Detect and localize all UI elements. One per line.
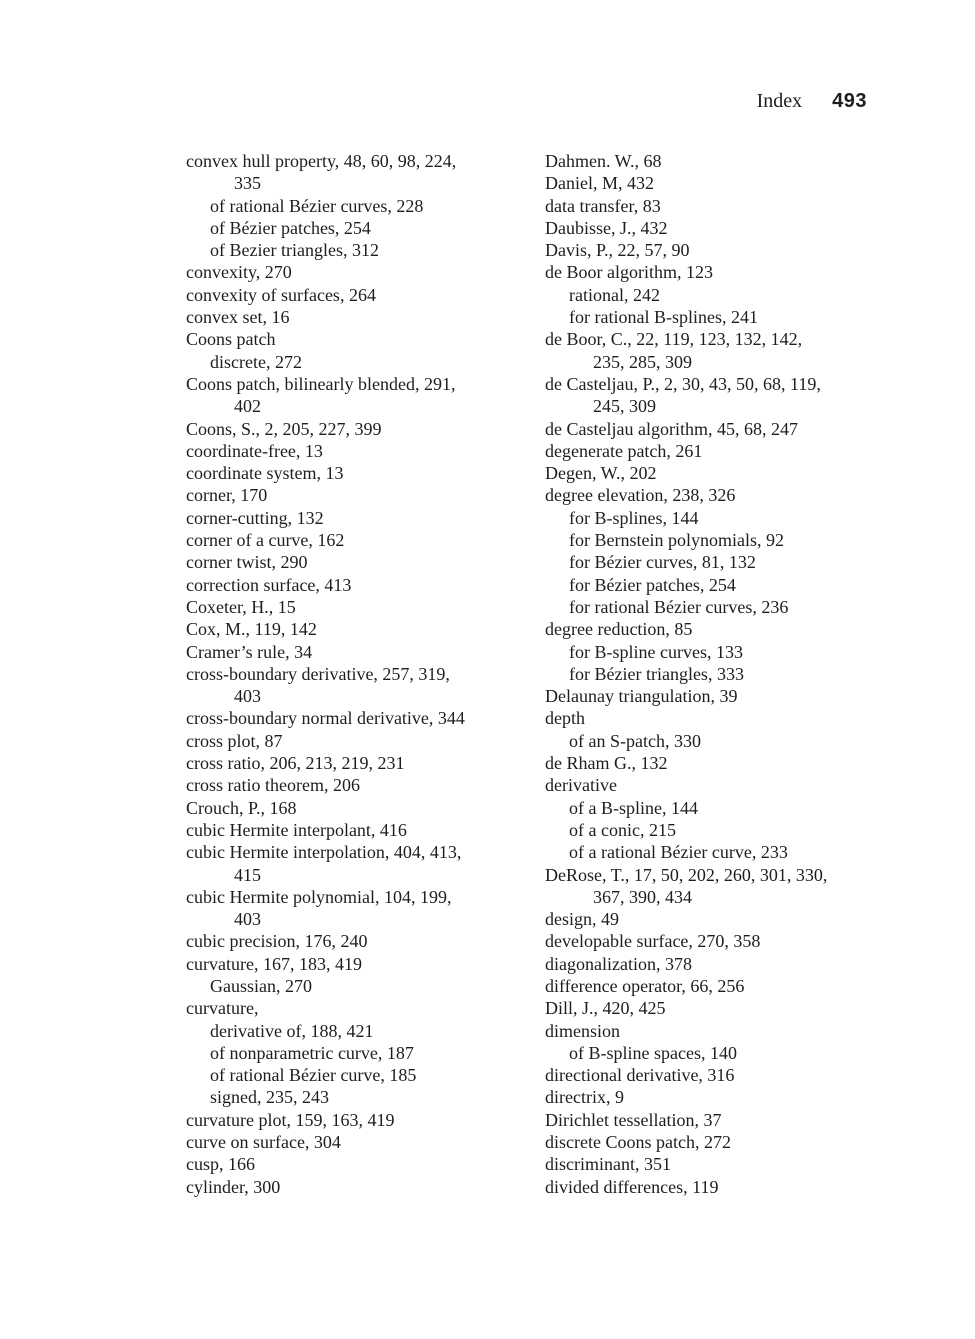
index-entry: curvature plot, 159, 163, 419	[186, 1109, 395, 1130]
index-entry: divided differences, 119	[545, 1176, 719, 1197]
index-entry: dimension	[545, 1020, 620, 1041]
index-subentry: of rational Bézier curve, 185	[210, 1065, 417, 1086]
index-entry: cross ratio, 206, 213, 219, 231	[186, 753, 405, 774]
index-entry: curvature,	[186, 998, 259, 1019]
index-entry: de Boor, C., 22, 119, 123, 132, 142,	[545, 329, 803, 350]
header-label: Index	[756, 90, 803, 112]
index-entry: Delaunay triangulation, 39	[545, 686, 738, 707]
index-entry: coordinate-free, 13	[186, 440, 323, 461]
index-entry: cylinder, 300	[186, 1176, 281, 1197]
index-entry: convexity of surfaces, 264	[186, 284, 376, 305]
index-entry: depth	[545, 708, 585, 729]
index-entry: cubic precision, 176, 240	[186, 931, 368, 952]
index-entry: DeRose, T., 17, 50, 202, 260, 301, 330,	[545, 864, 828, 885]
index-entry: corner-cutting, 132	[186, 507, 324, 528]
index-entry: diagonalization, 378	[545, 953, 692, 974]
index-subentry: for rational Bézier curves, 236	[569, 596, 789, 617]
index-entry: cross-boundary normal derivative, 344	[186, 708, 465, 729]
index-entry: coordinate system, 13	[186, 463, 344, 484]
index-subentry: for rational B-splines, 241	[569, 307, 758, 328]
index-entry: convexity, 270	[186, 262, 292, 283]
index-subentry: rational, 242	[569, 284, 660, 305]
index-subentry: signed, 235, 243	[210, 1087, 329, 1108]
index-entry: Dirichlet tessellation, 37	[545, 1109, 722, 1130]
index-subentry: derivative of, 188, 421	[210, 1020, 374, 1041]
index-entry: cubic Hermite polynomial, 104, 199,	[186, 886, 452, 907]
index-entry: cubic Hermite interpolation, 404, 413,	[186, 842, 462, 863]
index-subentry: for Bézier patches, 254	[569, 574, 736, 595]
index-entry: corner, 170	[186, 485, 268, 506]
index-subentry: of rational Bézier curves, 228	[210, 195, 424, 216]
index-entry: Daniel, M, 432	[545, 173, 654, 194]
index-subentry: of B-spline spaces, 140	[569, 1042, 737, 1063]
index-entry: Coons patch	[186, 329, 276, 350]
index-continuation: 415	[234, 864, 261, 885]
index-subentry: of nonparametric curve, 187	[210, 1042, 414, 1063]
index-entry: de Casteljau algorithm, 45, 68, 247	[545, 418, 798, 439]
index-entry: Davis, P., 22, 57, 90	[545, 240, 690, 261]
index-entry: convex set, 16	[186, 307, 290, 328]
index-entry: discrete Coons patch, 272	[545, 1132, 731, 1153]
index-subentry: for Bézier curves, 81, 132	[569, 552, 756, 573]
index-entry: corner twist, 290	[186, 552, 308, 573]
index-entry: derivative	[545, 775, 617, 796]
index-entry: de Rham G., 132	[545, 753, 668, 774]
index-continuation: 335	[234, 173, 261, 194]
index-entry: difference operator, 66, 256	[545, 975, 745, 996]
index-entry: degree reduction, 85	[545, 619, 693, 640]
index-subentry: of a rational Bézier curve, 233	[569, 842, 788, 863]
index-entry: directrix, 9	[545, 1087, 624, 1108]
index-subentry: of a conic, 215	[569, 819, 676, 840]
index-entry: Coxeter, H., 15	[186, 596, 296, 617]
index-entry: corner of a curve, 162	[186, 530, 345, 551]
page-number: 493	[832, 90, 867, 112]
index-continuation: 235, 285, 309	[593, 351, 692, 372]
index-continuation: 403	[234, 686, 261, 707]
index-subentry: for B-splines, 144	[569, 507, 699, 528]
index-continuation: 402	[234, 396, 261, 417]
index-entry: directional derivative, 316	[545, 1065, 735, 1086]
index-subentry: for Bernstein polynomials, 92	[569, 530, 784, 551]
index-entry: data transfer, 83	[545, 195, 661, 216]
index-entry: Dahmen. W., 68	[545, 151, 662, 171]
index-entry: Daubisse, J., 432	[545, 217, 668, 238]
index-entry: developable surface, 270, 358	[545, 931, 761, 952]
index-entry: Degen, W., 202	[545, 463, 657, 484]
index-subentry: of an S-patch, 330	[569, 730, 701, 751]
index-subentry: Gaussian, 270	[210, 975, 312, 996]
index-entry: Coons patch, bilinearly blended, 291,	[186, 373, 456, 394]
index-continuation: 367, 390, 434	[593, 886, 692, 907]
index-entry: discriminant, 351	[545, 1154, 671, 1175]
index-entry: de Boor algorithm, 123	[545, 262, 713, 283]
index-subentry: discrete, 272	[210, 351, 302, 372]
index-continuation: 403	[234, 909, 261, 930]
index-entry: convex hull property, 48, 60, 98, 224,	[186, 151, 457, 171]
index-entry: cubic Hermite interpolant, 416	[186, 819, 407, 840]
index-entry: Coons, S., 2, 205, 227, 399	[186, 418, 382, 439]
index-entry: Cox, M., 119, 142	[186, 619, 317, 640]
index-entry: curvature, 167, 183, 419	[186, 953, 362, 974]
index-entry: Dill, J., 420, 425	[545, 998, 666, 1019]
running-header	[757, 90, 867, 113]
index-entry: design, 49	[545, 909, 619, 930]
index-subentry: of Bézier patches, 254	[210, 217, 371, 238]
index-subentry: for Bézier triangles, 333	[569, 663, 744, 684]
index-entry: curve on surface, 304	[186, 1132, 341, 1153]
index-entry: de Casteljau, P., 2, 30, 43, 50, 68, 119,	[545, 373, 821, 394]
index-entry: correction surface, 413	[186, 574, 352, 595]
index-entry: cross ratio theorem, 206	[186, 775, 360, 796]
index-subentry: of Bezier triangles, 312	[210, 240, 379, 261]
index-entry: degree elevation, 238, 326	[545, 485, 736, 506]
index-entry: Cramer’s rule, 34	[186, 641, 313, 662]
index-entry: cross plot, 87	[186, 730, 283, 751]
index-entry: cross-boundary derivative, 257, 319,	[186, 663, 450, 684]
index-entry: Crouch, P., 168	[186, 797, 297, 818]
index-subentry: of a B-spline, 144	[569, 797, 698, 818]
index-subentry: for B-spline curves, 133	[569, 641, 743, 662]
index-entry: cusp, 166	[186, 1154, 255, 1175]
index-column-right	[545, 150, 875, 1198]
index-continuation: 245, 309	[593, 396, 656, 417]
index-column-left	[186, 150, 516, 1198]
index-entry: degenerate patch, 261	[545, 440, 703, 461]
